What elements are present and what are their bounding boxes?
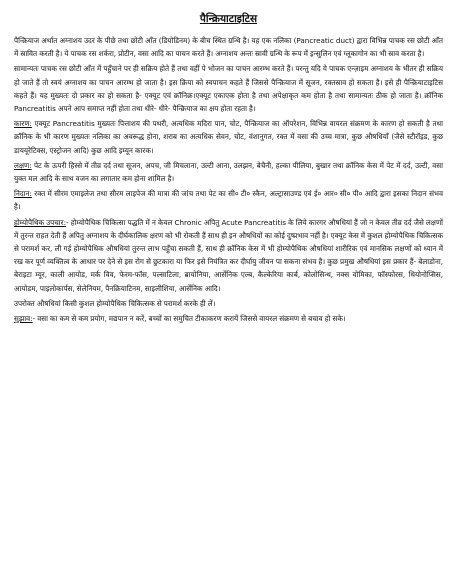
intro-paragraph [14,34,443,60]
diagnosis-paragraph [14,187,443,213]
diagnosis-text: रक्त में सीरम एमाइलेज तथा सीरम लाइपेज की मात्रा की जांच तथा पेट का सी० टी० स्कैन, अल्ट्रासाउण्ड एवं ई० आर० सी० पी० आदि द्वारा इसका निदान संभव है। [14,189,443,212]
causes-label: कारण: [14,119,32,129]
suggestion-text: - वसा का कम से कम प्रयोग, मद्यपान न करें, बच्चों का समुचित टीकाकरण करायें जिससे वायरल संक्रमण से बचाव हो सके। [32,314,346,324]
causes-paragraph [14,117,443,157]
diagnosis-label: निदान: [14,189,32,199]
symptoms-paragraph [14,159,443,185]
treatment-label: होम्योपैथिक उपचार: [14,217,67,227]
mechanism-paragraph [14,62,443,115]
suggestion-label: सुझाव: [14,314,33,324]
treatment-paragraph [14,216,443,295]
intro-text: पैन्क्रियाज अर्थात अग्नाशय उदर के पीछे तथा छोटी आँत (डियोडिनम) के बीच स्थित ग्रन्थि है। यह एक नलिका (Pancreatic duct) द्वारा विभिन्न पाचक रस छोटी आँत में स्रावित करती है। ये पाचक रस शर्करा, प्रोटीन, वसा आदि का पाचन करते हैं। अग्नाशय अन्तः स्रावी ग्रन्थि के रूप में इन्सुलिन एवं ग्लूकागोन का भी स्राव करता है। [14,36,443,59]
symptoms-label: लक्षण: [14,160,32,170]
symptoms-text: पेट के ऊपरी हिस्से में तीव्र दर्द तथा सूजन, अपच, जी मिचलाना, उल्टी आना, उलझन, बेचैनी, हल्का पीलिया, बुखार तथा क्रॉनिक केस में पेट में दर्द, उल्टी, वसा युक्त मल आदि के साथ वजन का लगातार कम होना शामिल है। [14,160,443,184]
treatment-text: - होम्योपैथिक चिकित्सा पद्धति में न केवल Chronic अपितु Acute Pancreatitis के लिये कारगर औषधियां हैं जो न केवल तीव्र दर्द जैसे लक्षणों में तुरन्त राहत देती हैं अपितु अग्नाशय के दीर्घकालिक क्षरण को भी रोकती हैं साथ ही इन औषधियों का कोई दुष्प्रभाव नहीं है। एक्यूट केस में कुशल होम्योपैथिक चिकित्सक से परामर्श कर, ली गई होम्योपैथिक औषधियां तुरन्त लाभ पहुँचा सकती हैं, साथ ही क्रॉनिक केस में भी होम्योपैथिक औषधियां शारीरिक एवं मानसिक लक्षणों को ध्यान में रख कर पूर्ण व्यक्तित्व के आधार पर देने से इस रोग से छुटकारा या फिर इसे नियंत्रित कर दीर्घायु जीवन पा सकना संभव है। कुछ प्रमुख औषधियां इस प्रकार हैं- बेलाडोना, बेराइटा म्यूर, काली आयोड, मर्क विव, फेरम-फॉस, पल्साटिला, ब्रायोनिया, आर्सेनिक एल्ब, कैल्केरिया कार्ब, कोलोसिन्थ, नक्स वोमिका, फॉस्फोरस, थियोनोप्सिस, आयोडम, पाइलोकार्पस, सेलेनियम, पैनक्रियाटिनम, साइलीशिया, आर्सेनिक आदि। [14,217,444,293]
advice-text: उपरोक्त औषधियां किसी कुशल होम्योपैथिक चिकित्सक से परामर्श करके ही लें। [14,298,216,308]
mechanism-text: सामान्यतः पाचक रस छोटी आँत में पहुँचाने पर ही सक्रिय होते हैं तथा वहीं पे भोजन का पाचन आरम्भ करते हैं। परन्तु यदि ये पाचक एन्ज़ाइम अग्नाशय के भीतर ही सक्रिय हो जाते हैं तो स्वयं अग्नाशय का पाचन आरम्भ हो जाता है। इस क्रिया को स्वपाचन कहते हैं जिससे पैन्क्रियाज में सूजन, रक्तस्राव हो सकता है। इसे ही पैन्क्रियाटाइटिस कहते हैं। यह मुख्यतः दो प्रकार का हो सकता है- एक्यूट एवं क्रॉनिक्र।एक्यूट एकाएक होता है तथा अपेक्षाकृत कम होता है तथा सामान्यतः ठीक हो जाता है। क्रॉनिक Pancreatitis अपने आप समाप्त नहीं होता तथा धीरे- धीरे- पैन्क्रियाज का क्षय होता रहता है। [14,64,443,114]
page-title: पैन्क्रियाटाइटिस [199,13,258,25]
suggestion-paragraph [14,312,443,325]
advice-paragraph [14,297,443,310]
causes-text: एक्यूट Pancreatitis मुख्यतः पित्ताशय की पथरी, अत्यधिक मदिरा पान, चोट, पैन्क्रियाज का ऑपरेशन, विभिन्न वायरल संक्रमण के कारण हो सकती है तथा क्रॉनिक के भी कारण मुख्यतः नलिका का अवरूद्ध होना, शराब का अत्यधिक सेवन, चोट, वंशानुगत, रक्त में वसा की उच्च मात्रा, कुछ औषधियाँ (जैसे स्टीरॉइड, कुछ डाययूरेटिक्स, एस्ट्रोजन आदि) कुछ आदि इम्यून कारक। [14,119,443,155]
